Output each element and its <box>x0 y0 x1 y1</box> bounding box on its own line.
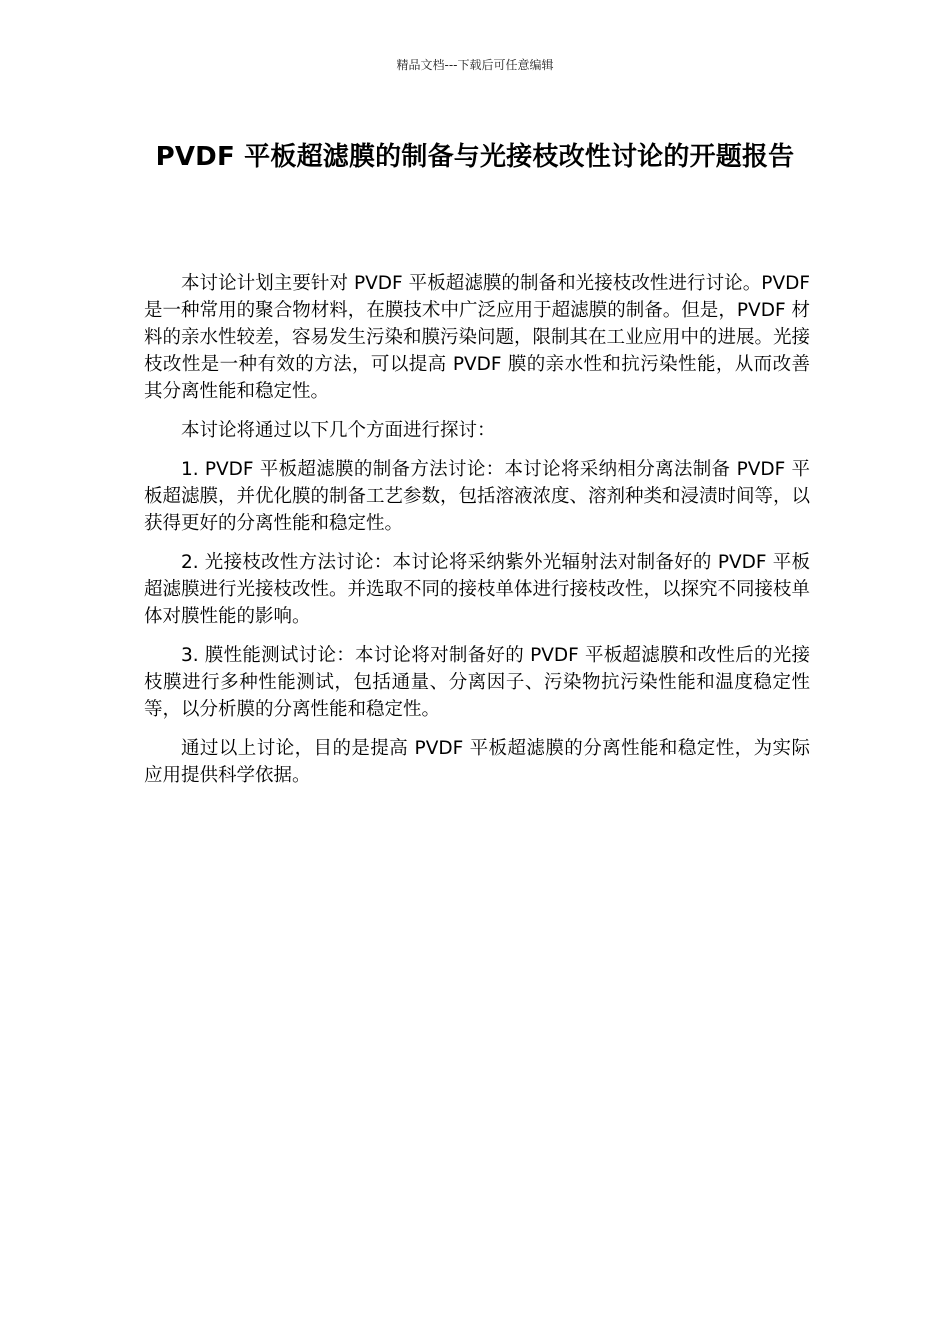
paragraph-intro: 本讨论计划主要针对 PVDF 平板超滤膜的制备和光接枝改性进行讨论。PVDF 是一种常用的聚合物材料，在膜技术中广泛应用于超滤膜的制备。但是，PVDF 材料的亲水性较差，容易发生污染和膜污染问题，限制其在工业应用中的进展。光接枝改性是一种有效的方法，可以提高 PVDF 膜的亲水性和抗污染性能，从而改善其分离性能和稳定性。 <box>144 273 811 402</box>
document-title: PVDF 平板超滤膜的制备与光接枝改性讨论的开题报告 <box>155 142 795 172</box>
header-note: 精品文档---下载后可任意编辑 <box>396 58 554 72</box>
document-body <box>144 270 810 801</box>
paragraph-item-3: 3. 膜性能测试讨论：本讨论将对制备好的 PVDF 平板超滤膜和改性后的光接枝膜进行多种性能测试，包括通量、分离因子、污染物抗污染性能和温度稳定性等，以分析膜的分离性能和稳定性。 <box>144 645 810 720</box>
paragraph-conclusion: 通过以上讨论，目的是提高 PVDF 平板超滤膜的分离性能和稳定性，为实际应用提供科学依据。 <box>144 738 810 786</box>
paragraph-item-1: 1. PVDF 平板超滤膜的制备方法讨论：本讨论将采纳相分离法制备 PVDF 平板超滤膜，并优化膜的制备工艺参数，包括溶液浓度、溶剂种类和浸渍时间等，以获得更好的分离性能和稳定性。 <box>144 459 811 534</box>
paragraph-item-2: 2. 光接枝改性方法讨论：本讨论将采纳紫外光辐射法对制备好的 PVDF 平板超滤膜进行光接枝改性。并选取不同的接枝单体进行接枝改性，以探究不同接枝单体对膜性能的影响。 <box>144 552 811 627</box>
paragraph-aspects-lead: 本讨论将通过以下几个方面进行探讨： <box>181 420 496 441</box>
